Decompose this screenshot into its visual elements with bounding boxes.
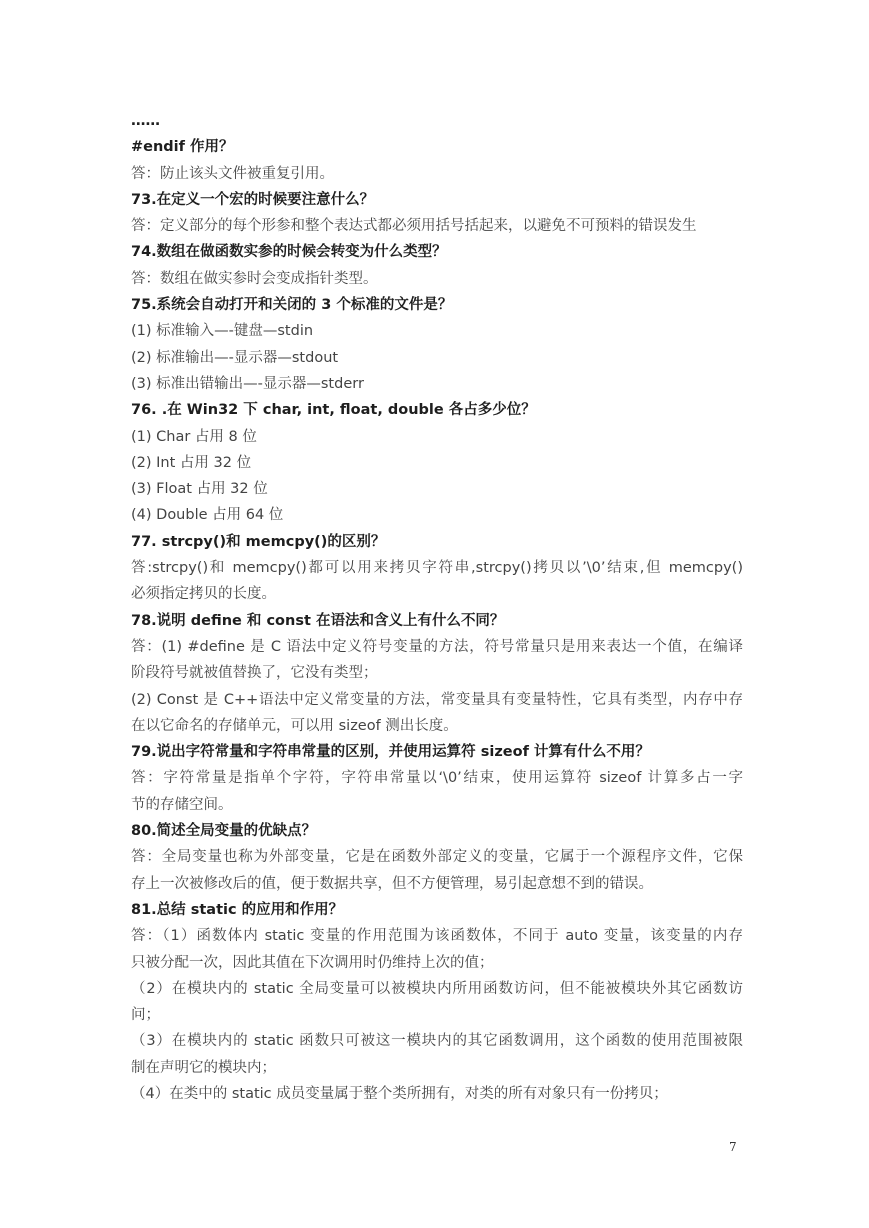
answer-text-line: 答：定义部分的每个形参和整个表达式都必须用括号括起来，以避免不可预料的错误发生	[131, 218, 697, 235]
answer-text-line: 存上一次被修改后的值，便于数据共享，但不方便管理，易引起意想不到的错误。	[131, 875, 653, 892]
question-heading: 80.简述全局变量的优缺点？	[131, 823, 317, 840]
answer-text-line: (2) 标准输出—-显示器—stdout	[131, 349, 339, 366]
question-heading: 74.数组在做函数实参的时候会转变为什么类型？	[131, 244, 447, 261]
question-heading: 75.系统会自动打开和关闭的 3 个标准的文件是？	[131, 297, 453, 314]
question-heading: 77. strcpy()和 memcpy()的区别？	[131, 533, 386, 550]
question-heading: ……	[131, 113, 160, 129]
answer-text-line: (2) Int 占用 32 位	[131, 454, 252, 471]
answer-text-line: 答：(1) #define 是 C 语法中定义符号变量的方法，符号常量只是用来表达一个值，在编译	[131, 638, 743, 655]
answer-text-line: （3）在模块内的 static 函数只可被这一模块内的其它函数调用，这个函数的使用范围被限	[131, 1033, 743, 1050]
answer-text-line: 答:strcpy()和 memcpy()都可以用来拷贝字符串,strcpy()拷贝以’\0’结束,但 memcpy()	[131, 560, 743, 577]
answer-text-line: 必须指定拷贝的长度。	[131, 586, 276, 603]
answer-text-line: (4) Double 占用 64 位	[131, 507, 284, 524]
answer-text-line: （4）在类中的 static 成员变量属于整个类所拥有，对类的所有对象只有一份拷贝；	[131, 1085, 668, 1102]
answer-text-line: 答：数组在做实参时会变成指针类型。	[131, 270, 378, 287]
document-body	[131, 108, 743, 1107]
answer-text-line: 问；	[131, 1007, 160, 1024]
answer-text-line: 节的存储空间。	[131, 796, 233, 813]
question-heading: 76. .在 Win32 下 char, int, float, double 各占多少位？	[131, 402, 536, 419]
question-heading: #endif 作用？	[131, 139, 234, 156]
answer-text-line: 在以它命名的存储单元，可以用 sizeof 测出长度。	[131, 717, 458, 734]
answer-text-line: 答：字符常量是指单个字符，字符串常量以‘\0’结束，使用运算符 sizeof 计算多占一字	[131, 770, 743, 787]
answer-text-line: (3) Float 占用 32 位	[131, 481, 268, 498]
answer-text-line: (1) Char 占用 8 位	[131, 428, 257, 445]
answer-text-line: (1) 标准输入—-键盘—stdin	[131, 323, 314, 340]
answer-text-line: 只被分配一次，因此其值在下次调用时仍维持上次的值；	[131, 954, 494, 971]
answer-text-line: 制在声明它的模块内；	[131, 1059, 276, 1076]
answer-text-line: (3) 标准出错输出—-显示器—stderr	[131, 375, 364, 392]
question-heading: 79.说出字符常量和字符串常量的区别，并使用运算符 sizeof 计算有什么不用？	[131, 744, 650, 761]
question-heading: 81.总结 static 的应用和作用？	[131, 901, 344, 918]
answer-text-line: 阶段符号就被值替换了，它没有类型；	[131, 665, 378, 682]
answer-text-line: (2) Const 是 C++语法中定义常变量的方法，常变量具有变量特性，它具有类型，内存中存	[131, 691, 743, 708]
question-heading: 73.在定义一个宏的时候要注意什么？	[131, 191, 375, 208]
answer-text-line: 答：防止该头文件被重复引用。	[131, 165, 334, 182]
question-heading: 78.说明 define 和 const 在语法和含义上有什么不同？	[131, 612, 505, 629]
answer-text-line: 答：全局变量也称为外部变量，它是在函数外部定义的变量，它属于一个源程序文件，它保	[131, 849, 743, 866]
answer-text-line: 答：（1）函数体内 static 变量的作用范围为该函数体，不同于 auto 变量，该变量的内存	[131, 928, 743, 945]
answer-text-line: （2）在模块内的 static 全局变量可以被模块内所用函数访问，但不能被模块外其它函数访	[131, 980, 743, 997]
page-number: 7	[729, 1140, 737, 1154]
